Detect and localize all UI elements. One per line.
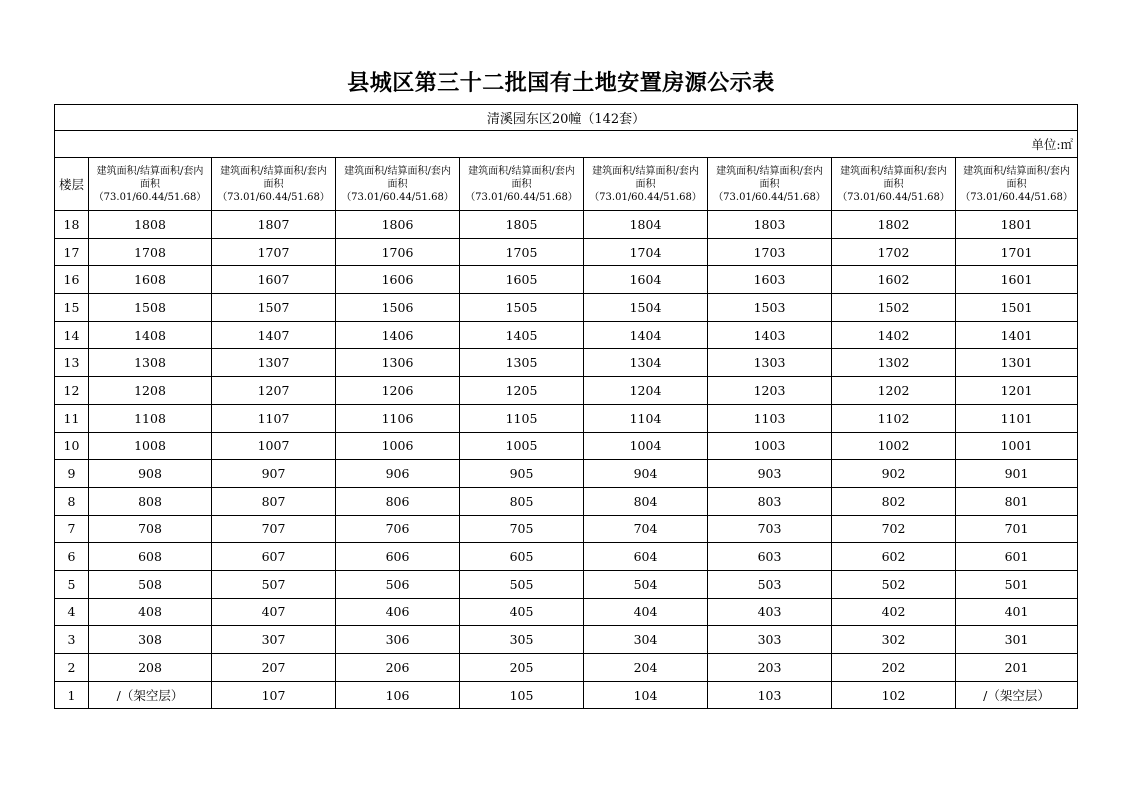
unit-cell: 301 (956, 626, 1078, 654)
unit-cell: 1701 (956, 238, 1078, 266)
unit-cell: 1402 (832, 321, 956, 349)
column-header-line1: 建筑面积/结算面积/套内 (592, 165, 699, 177)
unit-cell: 1608 (89, 266, 212, 294)
unit-cell: 1803 (708, 211, 832, 239)
unit-cell: 1004 (584, 432, 708, 460)
unit-cell: 1602 (832, 266, 956, 294)
unit-cell: 1703 (708, 238, 832, 266)
column-header-line2: 面积 (263, 178, 284, 190)
unit-cell: 1607 (212, 266, 336, 294)
floor-cell: 6 (55, 543, 89, 571)
table-row (55, 681, 1078, 709)
unit-cell: 601 (956, 543, 1078, 571)
table-row (55, 654, 1078, 682)
unit-cell: 402 (832, 598, 956, 626)
table-row (55, 238, 1078, 266)
unit-cell: 1804 (584, 211, 708, 239)
unit-cell: 706 (336, 515, 460, 543)
unit-cell: 1301 (956, 349, 1078, 377)
column-header-line1: 建筑面积/结算面积/套内 (468, 165, 575, 177)
unit-cell: 1508 (89, 294, 212, 322)
unit-cell: 203 (708, 654, 832, 682)
unit-cell: 403 (708, 598, 832, 626)
table-row (55, 432, 1078, 460)
unit-cell: 1208 (89, 377, 212, 405)
unit-cell: 804 (584, 487, 708, 515)
table-row (55, 487, 1078, 515)
unit-cell: 504 (584, 570, 708, 598)
floor-cell: 10 (55, 432, 89, 460)
unit-cell: 208 (89, 654, 212, 682)
unit-cell: 104 (584, 681, 708, 709)
unit-cell: 1007 (212, 432, 336, 460)
floor-cell: 9 (55, 460, 89, 488)
unit-cell: 1601 (956, 266, 1078, 294)
floor-cell: 13 (55, 349, 89, 377)
unit-cell: 405 (460, 598, 584, 626)
housing-table (54, 104, 1078, 709)
unit-column-header (708, 158, 832, 211)
unit-cell: 1604 (584, 266, 708, 294)
table-row (55, 460, 1078, 488)
unit-cell: 602 (832, 543, 956, 571)
unit-cell: 707 (212, 515, 336, 543)
unit-column-header (832, 158, 956, 211)
unit-column-header (460, 158, 584, 211)
unit-cell: 1403 (708, 321, 832, 349)
unit-cell: 305 (460, 626, 584, 654)
column-header-line1: 建筑面积/结算面积/套内 (96, 165, 204, 177)
column-header-line2: 面积 (140, 178, 160, 190)
unit-cell: 303 (708, 626, 832, 654)
unit-cell: 105 (460, 681, 584, 709)
column-header-line2: 面积 (635, 178, 656, 190)
unit-cell: 802 (832, 487, 956, 515)
unit-cell: 607 (212, 543, 336, 571)
unit-cell: 708 (89, 515, 212, 543)
unit-cell: 1705 (460, 238, 584, 266)
table-row (55, 515, 1078, 543)
unit-cell: 407 (212, 598, 336, 626)
unit-cell: 1304 (584, 349, 708, 377)
unit-cell: /（架空层） (89, 681, 212, 709)
unit-cell: 1008 (89, 432, 212, 460)
unit-cell: 1001 (956, 432, 1078, 460)
unit-cell: 506 (336, 570, 460, 598)
column-header-line2: 面积 (883, 178, 904, 190)
unit-cell: 801 (956, 487, 1078, 515)
column-header-line3: （73.01/60.44/51.68） (589, 191, 702, 203)
unit-cell: 807 (212, 487, 336, 515)
unit-cell: 408 (89, 598, 212, 626)
floor-cell: 8 (55, 487, 89, 515)
unit-cell: 502 (832, 570, 956, 598)
floor-cell: 16 (55, 266, 89, 294)
unit-cell: 1302 (832, 349, 956, 377)
unit-cell: 1506 (336, 294, 460, 322)
unit-cell: 1805 (460, 211, 584, 239)
unit-cell: 808 (89, 487, 212, 515)
unit-cell: 1106 (336, 404, 460, 432)
unit-cell: 1104 (584, 404, 708, 432)
unit-cell: 1101 (956, 404, 1078, 432)
column-header-line2: 面积 (759, 178, 780, 190)
unit-column-header (956, 158, 1078, 211)
unit-cell: 1404 (584, 321, 708, 349)
unit-cell: 1103 (708, 404, 832, 432)
floor-column-header: 楼层 (55, 158, 89, 211)
floor-cell: 5 (55, 570, 89, 598)
unit-column-header (89, 158, 212, 211)
column-header-line3: （73.01/60.44/51.68） (93, 191, 207, 203)
floor-cell: 1 (55, 681, 89, 709)
unit-cell: 1502 (832, 294, 956, 322)
column-header-line2: 面积 (511, 178, 532, 190)
table-row (55, 404, 1078, 432)
unit-cell: 1204 (584, 377, 708, 405)
column-header-line3: （73.01/60.44/51.68） (960, 191, 1073, 203)
column-header-line1: 建筑面积/结算面积/套内 (840, 165, 947, 177)
unit-label: 单位:㎡ (55, 131, 1078, 158)
table-row (55, 349, 1078, 377)
unit-cell: 704 (584, 515, 708, 543)
unit-cell: 1203 (708, 377, 832, 405)
unit-cell: 1704 (584, 238, 708, 266)
floor-cell: 4 (55, 598, 89, 626)
unit-cell: 1408 (89, 321, 212, 349)
unit-cell: 1107 (212, 404, 336, 432)
unit-cell: 703 (708, 515, 832, 543)
unit-cell: 1603 (708, 266, 832, 294)
unit-cell: 905 (460, 460, 584, 488)
unit-cell: 1002 (832, 432, 956, 460)
unit-cell: 1201 (956, 377, 1078, 405)
column-header-line1: 建筑面积/结算面积/套内 (220, 165, 327, 177)
unit-cell: 1808 (89, 211, 212, 239)
unit-cell: 1605 (460, 266, 584, 294)
unit-cell: 1305 (460, 349, 584, 377)
unit-column-header (584, 158, 708, 211)
floor-cell: 14 (55, 321, 89, 349)
unit-cell: 308 (89, 626, 212, 654)
unit-cell: 1206 (336, 377, 460, 405)
column-header-line1: 建筑面积/结算面积/套内 (344, 165, 451, 177)
unit-cell: 1606 (336, 266, 460, 294)
unit-cell: 505 (460, 570, 584, 598)
unit-cell: 1105 (460, 404, 584, 432)
unit-cell: 608 (89, 543, 212, 571)
unit-cell: 1501 (956, 294, 1078, 322)
table-row (55, 294, 1078, 322)
unit-cell: 1401 (956, 321, 1078, 349)
column-header-line3: （73.01/60.44/51.68） (713, 191, 826, 203)
unit-cell: 1708 (89, 238, 212, 266)
unit-cell: 906 (336, 460, 460, 488)
unit-cell: 805 (460, 487, 584, 515)
floor-cell: 15 (55, 294, 89, 322)
unit-cell: 508 (89, 570, 212, 598)
column-header-line3: （73.01/60.44/51.68） (341, 191, 454, 203)
unit-cell: 307 (212, 626, 336, 654)
floor-cell: 17 (55, 238, 89, 266)
unit-cell: 1802 (832, 211, 956, 239)
unit-cell: 107 (212, 681, 336, 709)
unit-cell: 202 (832, 654, 956, 682)
unit-cell: 206 (336, 654, 460, 682)
unit-cell: 1205 (460, 377, 584, 405)
unit-cell: 605 (460, 543, 584, 571)
unit-cell: 1102 (832, 404, 956, 432)
unit-cell: 406 (336, 598, 460, 626)
unit-cell: 901 (956, 460, 1078, 488)
unit-cell: 902 (832, 460, 956, 488)
unit-cell: 908 (89, 460, 212, 488)
unit-cell: 903 (708, 460, 832, 488)
unit-cell: 1407 (212, 321, 336, 349)
unit-cell: 201 (956, 654, 1078, 682)
unit-cell: 1006 (336, 432, 460, 460)
unit-cell: 204 (584, 654, 708, 682)
column-header-line3: （73.01/60.44/51.68） (465, 191, 578, 203)
unit-cell: 1806 (336, 211, 460, 239)
unit-cell: 806 (336, 487, 460, 515)
page-title: 县城区第三十二批国有土地安置房源公示表 (347, 70, 775, 96)
column-header-line3: （73.01/60.44/51.68） (217, 191, 330, 203)
unit-cell: 1507 (212, 294, 336, 322)
floor-cell: 7 (55, 515, 89, 543)
unit-cell: 1306 (336, 349, 460, 377)
unit-cell: 701 (956, 515, 1078, 543)
unit-cell: 1202 (832, 377, 956, 405)
unit-cell: 1005 (460, 432, 584, 460)
column-header-line1: 建筑面积/结算面积/套内 (716, 165, 823, 177)
unit-cell: 102 (832, 681, 956, 709)
column-header-line2: 面积 (1006, 178, 1027, 190)
unit-cell: 503 (708, 570, 832, 598)
unit-cell: 604 (584, 543, 708, 571)
unit-cell: 1505 (460, 294, 584, 322)
table-row (55, 377, 1078, 405)
unit-cell: /（架空层） (956, 681, 1078, 709)
floor-cell: 18 (55, 211, 89, 239)
unit-cell: 907 (212, 460, 336, 488)
unit-cell: 1707 (212, 238, 336, 266)
unit-cell: 702 (832, 515, 956, 543)
unit-cell: 1308 (89, 349, 212, 377)
table-row (55, 321, 1078, 349)
unit-cell: 1503 (708, 294, 832, 322)
unit-cell: 103 (708, 681, 832, 709)
column-header-line2: 面积 (387, 178, 408, 190)
unit-cell: 207 (212, 654, 336, 682)
unit-cell: 705 (460, 515, 584, 543)
table-row (55, 598, 1078, 626)
unit-cell: 306 (336, 626, 460, 654)
unit-cell: 304 (584, 626, 708, 654)
table-row (55, 570, 1078, 598)
unit-column-header (336, 158, 460, 211)
table-row (55, 543, 1078, 571)
unit-cell: 1108 (89, 404, 212, 432)
column-header-line1: 建筑面积/结算面积/套内 (963, 165, 1070, 177)
unit-cell: 603 (708, 543, 832, 571)
unit-cell: 1807 (212, 211, 336, 239)
unit-cell: 904 (584, 460, 708, 488)
floor-cell: 2 (55, 654, 89, 682)
unit-cell: 1504 (584, 294, 708, 322)
table-row (55, 266, 1078, 294)
unit-cell: 1702 (832, 238, 956, 266)
unit-cell: 803 (708, 487, 832, 515)
unit-cell: 1801 (956, 211, 1078, 239)
unit-cell: 1405 (460, 321, 584, 349)
unit-cell: 401 (956, 598, 1078, 626)
unit-cell: 606 (336, 543, 460, 571)
unit-cell: 106 (336, 681, 460, 709)
unit-cell: 1307 (212, 349, 336, 377)
floor-cell: 11 (55, 404, 89, 432)
column-header-line3: （73.01/60.44/51.68） (837, 191, 950, 203)
unit-cell: 1706 (336, 238, 460, 266)
floor-cell: 12 (55, 377, 89, 405)
building-subtitle: 清溪园东区20幢（142套） (55, 105, 1078, 131)
unit-cell: 205 (460, 654, 584, 682)
unit-cell: 404 (584, 598, 708, 626)
unit-cell: 1003 (708, 432, 832, 460)
unit-cell: 1406 (336, 321, 460, 349)
unit-column-header (212, 158, 336, 211)
table-row (55, 211, 1078, 239)
unit-cell: 302 (832, 626, 956, 654)
floor-cell: 3 (55, 626, 89, 654)
unit-cell: 507 (212, 570, 336, 598)
unit-cell: 1303 (708, 349, 832, 377)
table-row (55, 626, 1078, 654)
unit-cell: 1207 (212, 377, 336, 405)
unit-cell: 501 (956, 570, 1078, 598)
